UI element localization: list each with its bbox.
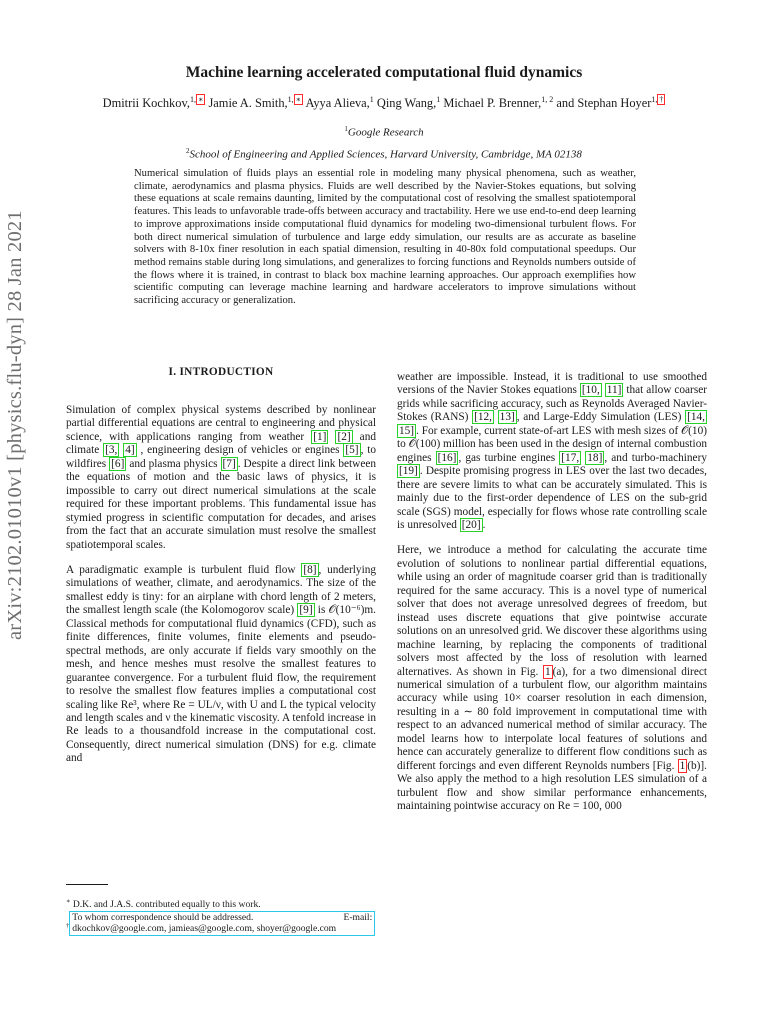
footnote-text: D.K. and J.A.S. contributed equally to this work. — [70, 899, 261, 911]
abstract: Numerical simulation of fluids plays an essential role in modeling many physical phenomena, such as weather, climate, aerodynamics and plasma physics. Fluids are well described by the Navier-Stokes equations, but solving these equations at scale remains daunting, limited by the computational cost of resolving the smallest spatiotemporal features. This leads to unfavorable trade-offs between accuracy and tractability. Here we use end-to-end deep learning to improve approximations inside computational fluid dynamics for modeling two-dimensional turbulent flows. For both direct numerical simulation of turbulence and large eddy simulation, our results are as accurate as baseline solvers with 8-10x finer resolution in each spatial dimension, resulting in 40-80x fold computational speedups. Our method remains stable during long simulations, and generalizes to forcing functions and Reynolds numbers outside of the flows where it is trained, in contrast to black box machine learning approaches. Our approach exemplifies how scientific computing can leverage machine learning and hardware accelerators to improve simulations without sacrificing accuracy or generalization. — [134, 168, 636, 307]
affiliation-2 — [0, 147, 768, 161]
citation-link[interactable]: [3, — [105, 444, 118, 457]
text-run: , and Large-Eddy Simulation (LES) — [516, 411, 686, 424]
text-run: Simulation of complex physical systems described by nonlinear partial differential equations are central to engineering and physical science, with applications ranging from weather — [66, 404, 376, 443]
email-link[interactable] — [69, 911, 375, 936]
citation-link[interactable]: [19] — [399, 465, 418, 478]
citation-link[interactable]: 11] — [606, 384, 622, 397]
author-affil-sup: 1 — [369, 95, 374, 104]
text-run: , underlying simulations of weather, climate, and aerodynamics. The size of the smallest eddy is tiny: for an airplane with chord length of 2 meters, the smallest length scale (the Kolomogorov scale) — [66, 563, 377, 617]
affil-sup: 2 — [186, 147, 190, 155]
email-link-line — [72, 912, 372, 924]
figure-link[interactable]: 1 — [679, 759, 686, 772]
arxiv-identifier: arXiv:2102.01010v1 [physics.flu-dyn] 28 Jan 2021 — [4, 210, 26, 640]
author-name: Jamie A. Smith, — [208, 96, 288, 111]
citation-link[interactable]: [6] — [111, 457, 125, 470]
footnote — [66, 911, 378, 936]
author-name: and Stephan Hoyer — [556, 96, 652, 111]
left-column — [66, 366, 376, 766]
citation-link[interactable]: 15] — [399, 424, 415, 437]
affil-text: Google Research — [347, 126, 424, 139]
footnote-mark: † — [66, 922, 70, 929]
section-heading: I. INTRODUCTION — [168, 366, 274, 378]
text-run: Here, we introduce a method for calculating the accurate time evolution of solutions to nonlinear partial differential equations, while using an order of magnitude coarser grid than is traditionally required for the same accuracy. This is a novel type of numerical solver that does not average unresolved degrees of freedom, but instead uses discrete equations that give pointwise accurate solutions on an unresolved grid. We discover these algorithms using machine learning, by replacing the components of traditional solvers most affected by the loss of resolution with learned alternatives. As shown in Fig. — [397, 544, 707, 678]
paper-title: Machine learning accelerated computational fluid dynamics — [185, 64, 583, 81]
citation-link[interactable]: [1] — [313, 430, 327, 443]
text-run: and plasma physics — [126, 457, 221, 470]
text-run: and climate — [66, 430, 376, 457]
footnotes — [66, 896, 378, 936]
citation-link[interactable]: [8] — [303, 563, 317, 576]
text-run: (b)]. We also apply the method to a high resolution LES simulation of a turbulent flow and show similar performance enhancements, maintaining pointwise accuracy on Re = 100, 000 — [397, 759, 707, 813]
footnote-divider — [66, 884, 108, 885]
paragraph — [397, 371, 707, 532]
citation-link[interactable]: [9] — [299, 604, 313, 617]
text-run: weather are impossible. Instead, it is traditional to use smoothed versions of the Navier Stokes equations — [397, 371, 707, 397]
author-affil-sup: 1, — [189, 95, 196, 104]
text-run: (a), for a two dimensional direct numerical simulation of a turbulent flow, our algorithm maintains accuracy while using 10× coarser resolution in each dimension, resulting in a ∼ 80 fold improvement in computational time with respect to an advanced numerical method of similar accuracy. The model learns how to interpolate local features of solutions and hence can accurately generalize to different flow conditions such as different forcings and even different Reynolds numbers [Fig. — [397, 665, 707, 772]
affil-text: School of Engineering and Applied Sciences, Harvard University, Cambridge, MA 02138 — [189, 148, 582, 161]
author-affil-sup: 1, 2 — [541, 95, 554, 104]
affiliation-1 — [0, 125, 768, 139]
text-run: , to wildfires — [66, 444, 377, 470]
author-affil-sup: 1 — [436, 95, 441, 104]
citation-link[interactable]: [14, — [687, 411, 705, 424]
author-name: Dmitrii Kochkov, — [102, 96, 190, 111]
author-list — [30, 95, 738, 111]
paragraph — [397, 544, 707, 813]
footnote-mark: ∗ — [66, 898, 71, 905]
paragraph — [66, 404, 376, 552]
footnote-text: To whom correspondence should be addressed. — [72, 911, 254, 923]
citation-link[interactable]: 13] — [499, 411, 515, 424]
paragraph — [66, 564, 376, 766]
text-run: , engineering design of vehicles or engines — [136, 444, 344, 457]
text-run: . Despite promising progress in LES over the last two decades, there are severe limits to what can be accurately simulated. This is mainly due to the first-order dependence of LES on the sub-grid scale (SGS) model, especially for flows whose rate controlling scale is unresolved — [397, 465, 707, 531]
footnote-link[interactable]: ∗ — [197, 95, 204, 104]
author-name: Ayya Alieva, — [305, 96, 370, 111]
text-run: . For example, current state-of-art LES with mesh sizes of 𝒪(10) to 𝒪(100) million has been used in the design of internal combustion engines — [397, 424, 707, 464]
text-run: . — [482, 518, 486, 531]
author-name: Qing Wang, — [376, 96, 437, 111]
footnote-text: E-mail: — [343, 911, 373, 923]
citation-link[interactable]: [20] — [461, 518, 481, 531]
text-run: , and turbo-machinery — [604, 451, 707, 464]
affil-sup: 1 — [344, 125, 348, 133]
citation-link[interactable]: [12, — [474, 411, 492, 424]
author-affil-sup: 1, — [287, 95, 294, 104]
citation-link[interactable]: 4] — [125, 444, 135, 457]
text-run: A paradigmatic example is turbulent fluid flow — [66, 563, 302, 576]
citation-link[interactable]: [7] — [222, 457, 236, 470]
citation-link[interactable]: [16] — [437, 451, 457, 464]
citation-link[interactable]: [5] — [345, 444, 359, 457]
text-run: . Despite a direct link between the equations of motion and the basic laws of physics, it is impossible to carry out direct numerical simulations at the scale required for these important problems. This fundamental issue has stymied progress in scientific computation for decades, and arises from the fact that an accurate simulation must resolve the smallest spatiotemporal scales. — [66, 457, 376, 551]
footnote-link[interactable]: † — [659, 95, 664, 104]
right-column — [397, 371, 707, 814]
footnote — [66, 896, 378, 911]
text-run: , gas turbine engines — [458, 451, 560, 464]
text-run: that allow coarser grids while sacrificing accuracy, such as Reynolds Averaged Navier-Stokes (RANS) — [397, 384, 707, 424]
text-run: is 𝒪(10⁻⁶)m. Classical methods for computational fluid dynamics (CFD), such as finite differences, finite volumes, finite elements and pseudo-spectral methods, are only accurate if fields vary smoothly on the mesh, and hence meshes must resolve the smallest features to guarantee convergence. For a turbulent fluid flow, the requirement to resolve the smallest flow features implies a computational cost scaling like Re³, where Re = UL/ν, with U and L the typical velocity and length scales and ν the kinematic viscosity. A tenfold increase in Re leads to a thousandfold increase in the computational cost. Consequently, direct numerical simulation (DNS) for e.g. climate and — [66, 604, 376, 765]
footnote-link[interactable]: ∗ — [295, 95, 302, 104]
citation-link[interactable]: 18] — [587, 451, 603, 464]
citation-link[interactable]: [17, — [561, 451, 580, 464]
email-addresses: dkochkov@google.com, jamieas@google.com, shoyer@google.com — [72, 923, 337, 935]
author-affil-sup: 1, — [651, 95, 658, 104]
citation-link[interactable]: [2] — [337, 430, 351, 443]
citation-link[interactable]: [10, — [581, 384, 600, 397]
author-name: Michael P. Brenner, — [443, 96, 542, 111]
figure-link[interactable]: 1 — [544, 665, 551, 678]
